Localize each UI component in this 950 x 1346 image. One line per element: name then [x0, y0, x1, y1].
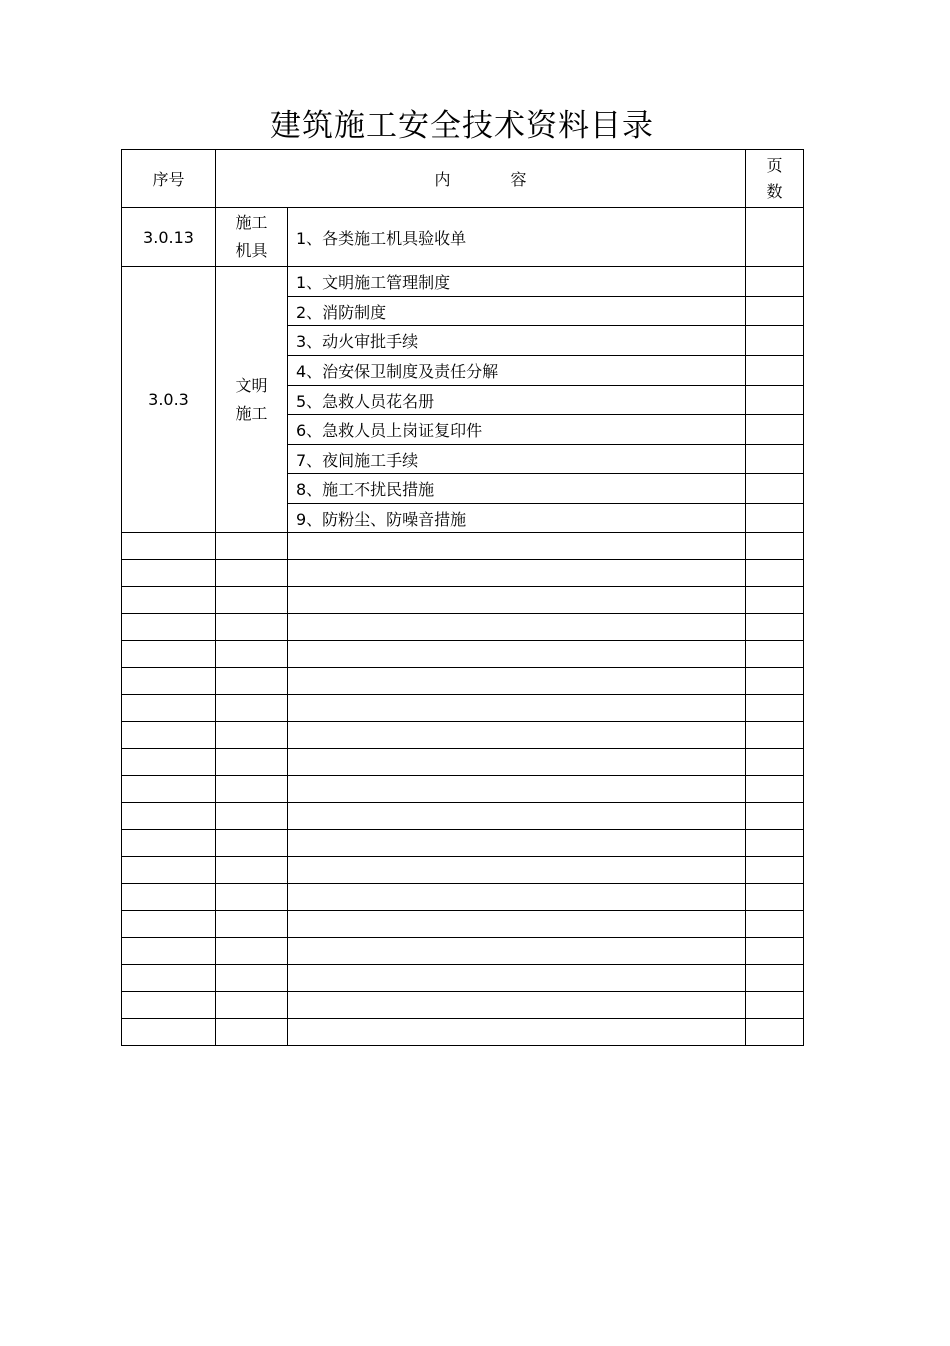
empty-row	[122, 641, 804, 668]
empty-row	[122, 533, 804, 560]
item-text: 1、各类施工机具验收单	[288, 208, 746, 267]
page-number-cell	[746, 297, 804, 326]
page-number-cell	[746, 326, 804, 356]
item-text: 6、急救人员上岗证复印件	[288, 415, 746, 445]
page-number-cell	[746, 474, 804, 504]
document-title: 建筑施工安全技术资料目录	[270, 108, 654, 144]
empty-row	[122, 1019, 804, 1046]
category-line1: 文明	[235, 375, 268, 395]
category-line2: 施工	[235, 403, 268, 423]
empty-row	[122, 830, 804, 857]
empty-row	[122, 587, 804, 614]
page-number-cell	[746, 208, 804, 267]
page-number-cell	[746, 415, 804, 445]
header-pages	[746, 150, 804, 208]
empty-row	[122, 911, 804, 938]
table-header-row	[122, 150, 804, 208]
empty-row	[122, 722, 804, 749]
page-number-cell	[746, 386, 804, 415]
category-line2: 机具	[235, 241, 268, 260]
empty-row	[122, 992, 804, 1019]
section-category	[216, 208, 288, 267]
page-number-cell	[746, 445, 804, 474]
category-line1: 施工	[235, 213, 268, 232]
empty-row	[122, 803, 804, 830]
empty-row	[122, 884, 804, 911]
item-text: 3、动火审批手续	[288, 326, 746, 356]
page-number-cell	[746, 267, 804, 297]
empty-row	[122, 668, 804, 695]
table-row	[122, 267, 804, 297]
empty-row	[122, 695, 804, 722]
empty-row	[122, 560, 804, 587]
item-text: 1、文明施工管理制度	[288, 267, 746, 297]
item-text: 8、施工不扰民措施	[288, 474, 746, 504]
item-text: 5、急救人员花名册	[288, 386, 746, 415]
empty-row	[122, 857, 804, 884]
section-seq: 3.0.3	[122, 267, 216, 533]
header-pages-line2: 数	[766, 181, 783, 201]
toc-table	[121, 149, 804, 1046]
empty-row	[122, 776, 804, 803]
header-pages-line1: 页	[766, 155, 783, 175]
section-category	[216, 267, 288, 533]
item-text: 7、夜间施工手续	[288, 445, 746, 474]
empty-row	[122, 965, 804, 992]
item-text: 2、消防制度	[288, 297, 746, 326]
empty-row	[122, 614, 804, 641]
section-seq: 3.0.13	[122, 208, 216, 267]
header-seq: 序号	[122, 150, 216, 208]
table-row	[122, 208, 804, 267]
page-number-cell	[746, 356, 804, 386]
item-text: 9、防粉尘、防噪音措施	[288, 504, 746, 533]
page-number-cell	[746, 504, 804, 533]
header-content: 内容	[216, 150, 746, 208]
empty-row	[122, 749, 804, 776]
empty-row	[122, 938, 804, 965]
item-text: 4、治安保卫制度及责任分解	[288, 356, 746, 386]
